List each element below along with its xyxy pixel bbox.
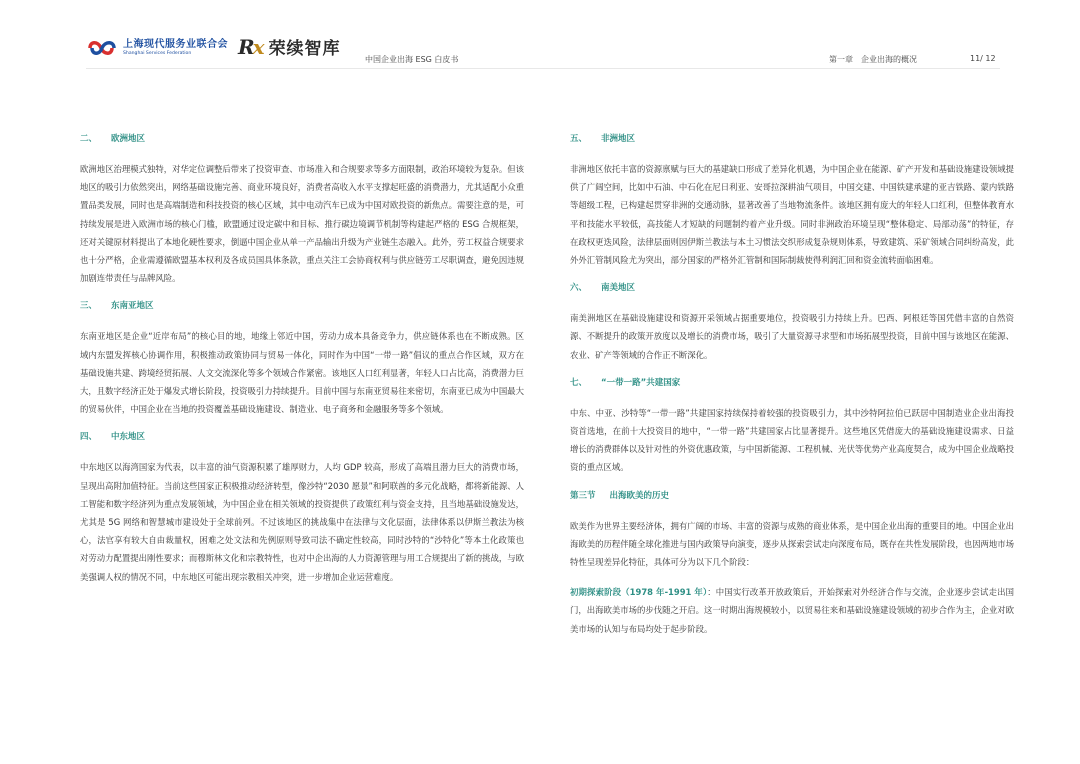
ssf-logo-mark (86, 36, 118, 60)
right-column (570, 132, 1014, 650)
ssf-logo-en: Shanghai Services Federation (123, 51, 192, 56)
section-heading-history: 第三节 出海欧美的历史 (570, 490, 670, 501)
page-number: 11/ 12 (970, 54, 996, 63)
ssf-logo-cn: 上海现代服务业联合会 (123, 39, 228, 50)
ssf-logo (86, 36, 228, 60)
section-heading-southeast-asia: 三、 东南亚地区 (80, 301, 154, 312)
section-heading-africa: 五、 非洲地区 (570, 134, 636, 144)
section-paragraph-europe: 欧洲地区治理模式独特，对华定位调整后带来了投资审查、市场准入和合规要求等多方面限制，政治环境较为复杂。但该地区的吸引力依然突出，网络基础设施完善、商业环境良好，消费者高收入水平支撑起旺盛的消费潜力，尤其适配小众重置品类发展，同时也是高端制造和科技投资的核心区域，其中电动汽车已成为中国对欧投资的新焦点。需要注意的是，可持续发展是进入欧洲市场的核心门槛，欧盟通过设定碳中和目标、推行碳边境调节机制等构建起严格的 ESG 合规框架，还对关键原材料提出了本地化硬性要求，倒逼中国企业从单一产品输出升级为产业链生态融入。此外，劳工权益合规要求也十分严格，企业需遵循欧盟基本权利及各成员国具体条款，重点关注工会协商权利与供应链劳工尽职调查，避免因违规加剧连带责任与品牌风险。 (80, 164, 524, 284)
section-paragraph-belt-and-road: 中东、中亚、沙特等“一带一路”共建国家持续保持着较强的投资吸引力，其中沙特阿拉伯已跃居中国制造业企业出海投资首选地，在前十大投资目的地中，“一带一路”共建国家占比显著提升。这些地区凭借庞大的基础设施建设需求、日益增长的消费群体以及针对性的外资优惠政策，与中国新能源、工程机械、光伏等优势产业高度契合，成为中国企业战略投资的重点区域。 (570, 407, 1014, 473)
section-heading-south-america: 六、 南美地区 (570, 283, 636, 294)
section-heading-belt-and-road: 七、 “一带一路”共建国家 (570, 377, 681, 388)
stage-lead-initial-exploration: 初期探索阶段（1978 年-1991 年） (570, 587, 708, 598)
section-heading-middle-east: 四、 中东地区 (80, 432, 146, 443)
page-header (0, 0, 1080, 90)
section-paragraph-history: 欧美作为世界主要经济体，拥有广阔的市场、丰富的资源与成熟的商业体系，是中国企业出海的重要目的地。中国企业出海欧美的历程伴随全球化推进与国内政策导向演变，逐步从探索尝试走向深度布局，既存在共性发展阶段，也因两地市场特性呈现差异化特征，具体可分为以下几个阶段： (570, 520, 1014, 568)
section-paragraph-africa: 非洲地区依托丰富的资源禀赋与巨大的基建缺口形成了差异化机遇，为中国企业在能源、矿产开发和基础设施建设领域提供了广阔空间，比如中石油、中石化在尼日利亚、安哥拉深耕油气项目，中国交建、中国铁建承建的亚吉铁路、蒙内铁路等超级工程，已构建起贯穿非洲的交通动脉，显著改善了当地物流条件。该地区拥有庞大的年轻人口红利，但整体教育水平和技能水平较低，高技能人才短缺的问题制约着产业升级。同时非洲政治环境呈现“整体稳定、局部动荡”的特征，存在政权更迭风险，法律层面则因伊斯兰教法与本土习惯法交织形成复杂规则体系，导致建筑、采矿领域合同纠纷高发，此外外汇管制风险尤为突出，部分国家的严格外汇管制和国际制裁使得利润汇回和资金流转面临困难。 (570, 164, 1014, 266)
header-divider (86, 68, 1000, 69)
rx-logo (238, 34, 341, 59)
rx-logo-mark: Rx (238, 34, 263, 59)
document-title: 中国企业出海 ESG 白皮书 (365, 55, 459, 64)
section-paragraph-southeast-asia: 东南亚地区是企业“近岸布局”的核心目的地，地缘上邻近中国，劳动力成本具备竞争力，供应链体系也在不断成熟。区域内东盟发挥核心协调作用，积极推动政策协同与贸易一体化，同时作为中国“一带一路”倡议的重点合作区域，双方在基础设施共建、跨境经贸拓展、人文交流深化等多个领域合作紧密。该地区人口红利显著，年轻人口占比高，消费潜力巨大，且数字经济正处于爆发式增长阶段，投资吸引力持续提升。目前中国与东南亚贸易往来密切，东南亚已成为中国最大的贸易伙伴，中国企业在当地的投资覆盖基础设施建设、制造业、电子商务和金融服务等多个领域。 (80, 331, 524, 415)
chapter-title: 第一章 企业出海的概况 (829, 55, 917, 64)
stage-text-initial-exploration: ：中国实行改革开放政策后，开始探索对外经济合作与交流，企业逐步尝试走出国门，出海欧美市场的步伐随之开启。这一时期出海规模较小，以贸易往来和基础设施建设领域的初步合作为主，企业对欧美市场的认知与布局均处于起步阶段。 (570, 587, 1015, 634)
rx-logo-text: 荣续智库 (268, 39, 341, 59)
left-column (80, 132, 524, 598)
section-paragraph-middle-east: 中东地区以海湾国家为代表，以丰富的油气资源积累了雄厚财力，人均 GDP 较高，形成了高端且潜力巨大的消费市场，呈现出高附加值特征。当前这些国家正积极推动经济转型，像沙特“2030 愿景”和阿联酋的多元化战略，都将新能源、人工智能和数字经济列为重点发展领域，为中国企业在相关领域的投资提供了政策红利与资金支持，且当地基础设施发达，尤其是 5G 网络和智慧城市建设处于全球前列。不过该地区的挑战集中在法律与文化层面，法律体系以伊斯兰教法为核心，法官享有较大自由裁量权，困难之处文法和先例原则导致司法不确定性较高，同时沙特的“沙特化”等本土化政策也对劳动力配置提出刚性要求；而穆斯林文化和宗教特性，也对中企出海的人力资源管理与用工合规提出了新的挑战，与欧美强调人权的情况不同，中东地区可能出现宗教相关冲突，进一步增加企业运营难度。 (80, 462, 524, 582)
section-heading-europe: 二、 欧洲地区 (80, 134, 146, 144)
stage-paragraph-initial-exploration (570, 583, 1014, 638)
section-paragraph-south-america: 南美洲地区在基础设施建设和资源开采领域占据重要地位，投资吸引力持续上升。巴西、阿根廷等国凭借丰富的自然资源、不断提升的政策开放度以及增长的消费市场，吸引了大量资源寻求型和市场拓展型投资，目前中国与该地区在能源、农业、矿产等领域的合作正不断深化。 (570, 313, 1014, 360)
